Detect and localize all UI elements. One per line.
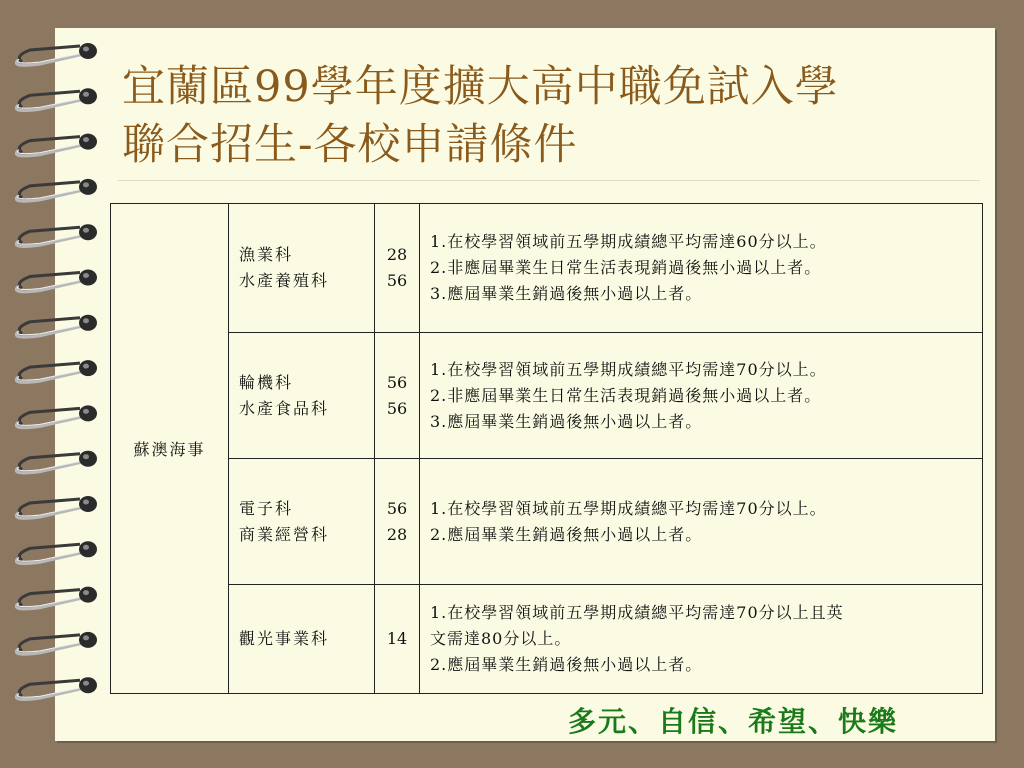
motto-slogan: 多元、自信、希望、快樂 [568,705,899,738]
quota-cell [375,459,420,585]
quota-value: 28 [386,524,408,544]
quota-cell [375,585,420,694]
department-cell [229,459,375,585]
department-cell [229,333,375,459]
binding-ring [16,179,97,201]
condition-cell [420,459,983,585]
binding-ring [16,632,97,654]
title-line-2: 聯合招生-各校申請條件 [122,120,578,170]
department-name: 輪機科 [239,372,294,392]
binding-ring [16,224,97,246]
binding-ring [16,360,97,382]
department-name: 漁業科 [239,245,294,264]
spiral-binding [0,0,110,768]
binding-ring [16,587,97,609]
department-name: 觀光事業科 [239,629,330,648]
condition-cell [420,204,983,333]
condition-text: 1.在校學習領域前五學期成績總平均需達70分以上。 [430,359,827,379]
page-title [122,58,972,174]
quota-cell [375,204,420,333]
title-line-1: 宜蘭區99學年度擴大高中職免試入學 [122,62,839,112]
quota-value: 56 [386,398,408,418]
condition-text: 2.非應屆畢業生日常生活表現銷過後無小過以上者。 [430,385,822,405]
requirements-table [110,203,983,694]
condition-cell [420,585,983,694]
binding-ring [16,496,97,518]
department-name: 商業經營科 [239,524,330,544]
binding-ring [16,405,97,427]
department-cell [229,585,375,694]
condition-text: 2.應屆畢業生銷過後無小過以上者。 [430,524,703,544]
condition-text: 1.在校學習領域前五學期成績總平均需達60分以上。 [430,232,827,251]
condition-text: 文需達80分以上。 [430,629,572,648]
table-row [111,585,983,694]
binding-ring [16,270,97,292]
quota-value: 28 [386,245,408,264]
quota-value: 56 [386,498,408,518]
condition-cell [420,333,983,459]
condition-text: 2.非應屆畢業生日常生活表現銷過後無小過以上者。 [430,258,822,277]
condition-text: 3.應屆畢業生銷過後無小過以上者。 [430,284,703,303]
quota-value: 56 [386,271,408,290]
binding-ring [16,134,97,156]
binding-ring [16,43,97,65]
binding-ring [16,451,97,473]
school-name: 蘇澳海事 [111,204,229,694]
quota-cell [375,333,420,459]
table-row [111,204,983,333]
binding-ring [16,88,97,110]
department-name: 電子科 [239,498,294,518]
binding-ring [16,541,97,563]
title-divider [118,180,980,181]
condition-text: 3.應屆畢業生銷過後無小過以上者。 [430,411,703,431]
condition-text: 1.在校學習領域前五學期成績總平均需達70分以上。 [430,498,827,518]
table-row [111,333,983,459]
condition-text: 2.應屆畢業生銷過後無小過以上者。 [430,655,703,674]
binding-ring [16,677,97,699]
binding-ring [16,315,97,337]
department-name: 水產食品科 [239,398,330,418]
condition-text: 1.在校學習領域前五學期成績總平均需達70分以上且英 [430,603,844,622]
department-name: 水產養殖科 [239,271,330,290]
quota-value: 56 [386,372,408,392]
table-row [111,459,983,585]
department-cell [229,204,375,333]
quota-value: 14 [386,629,408,648]
